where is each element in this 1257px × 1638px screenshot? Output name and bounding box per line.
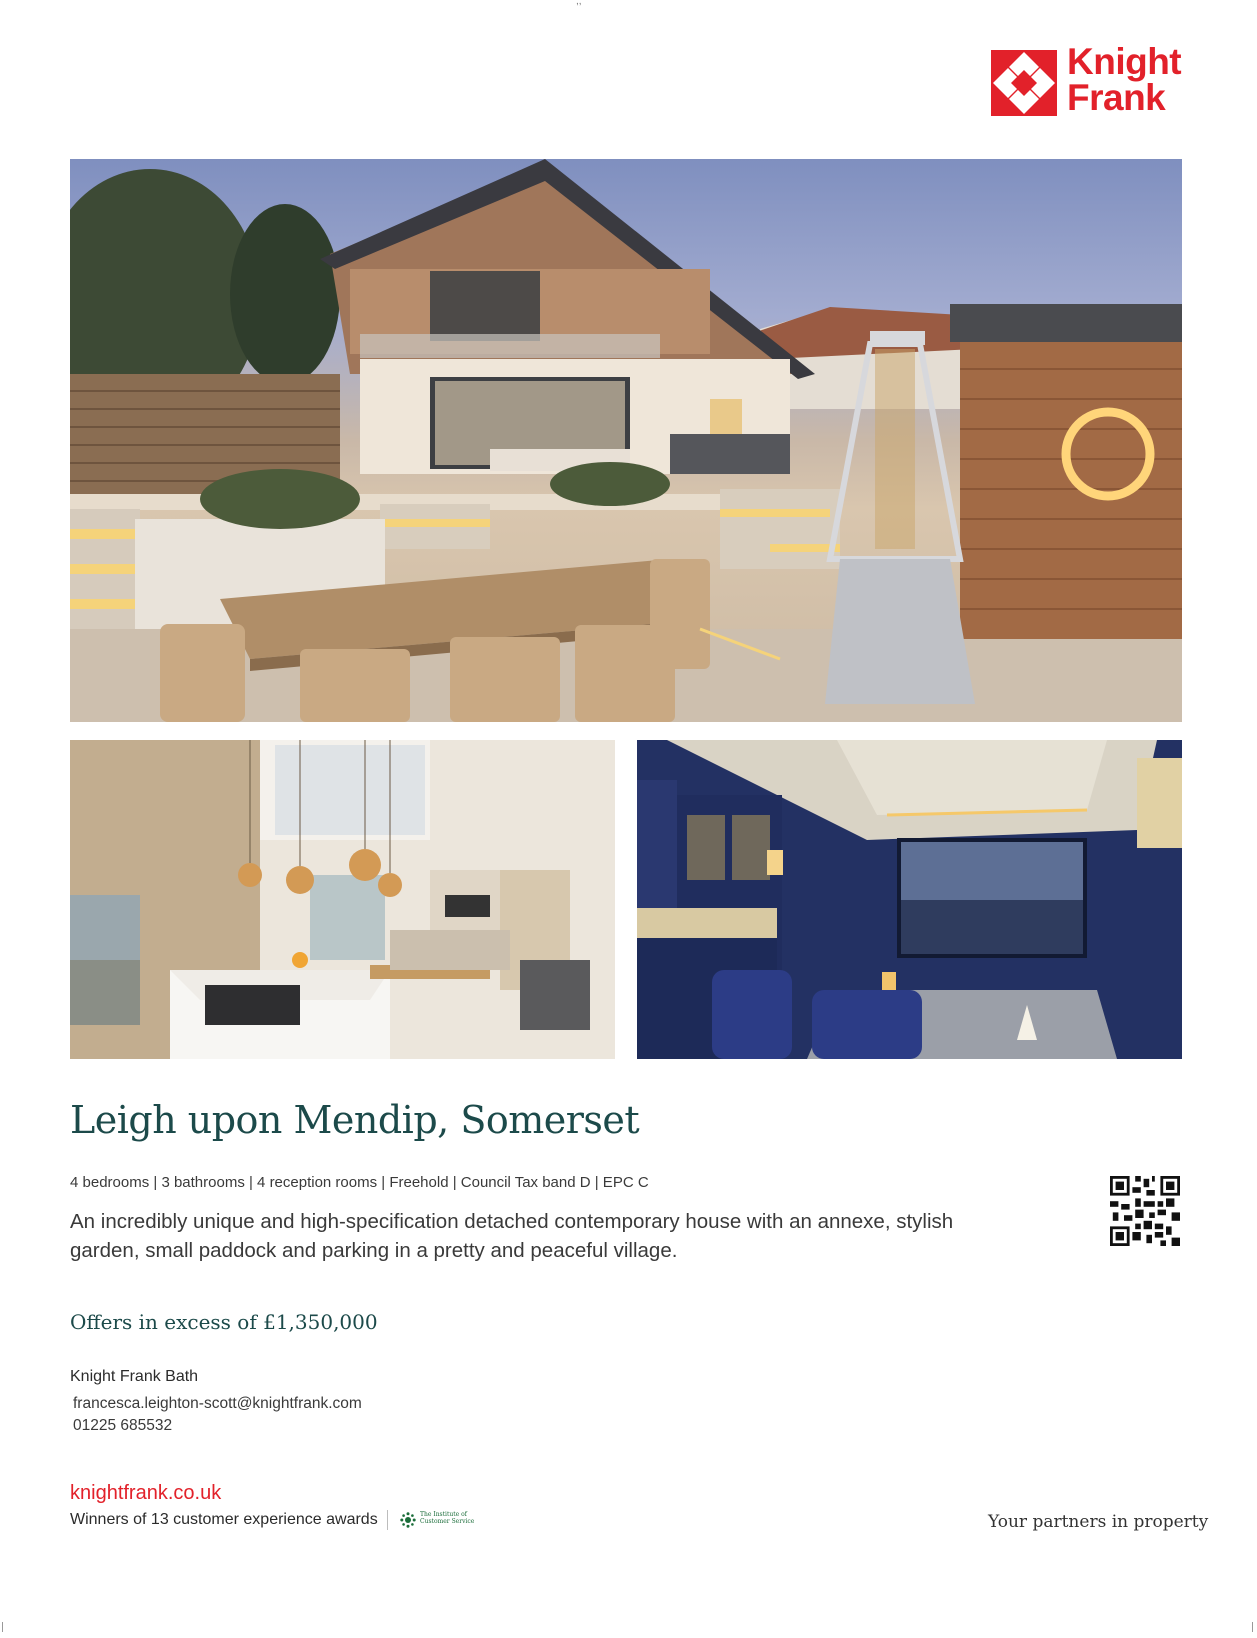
brand-tagline: Your partners in property <box>988 1512 1209 1532</box>
ics-star-icon <box>400 1512 416 1528</box>
awards-text: Winners of 13 customer experience awards <box>70 1511 378 1528</box>
logo-word-knight: Knight <box>1067 41 1182 82</box>
print-mark: ,, <box>576 0 582 7</box>
knight-frank-logo[interactable] <box>991 41 1182 120</box>
institute-customer-service-badge <box>400 1510 480 1530</box>
qr-code-icon[interactable] <box>1110 1176 1180 1246</box>
kitchen-photo <box>70 740 615 1059</box>
ics-badge-line2: Customer Service <box>420 1518 475 1525</box>
office-name: Knight Frank Bath <box>70 1368 199 1385</box>
crop-mark-right <box>1252 1622 1253 1632</box>
contact-phone[interactable]: 01225 685532 <box>73 1417 173 1434</box>
contact-email-link[interactable]: francesca.leighton-scott@knightfrank.com <box>73 1395 362 1412</box>
crop-mark-left <box>2 1622 3 1632</box>
listing-specs: 4 bedrooms | 3 bathrooms | 4 reception rooms | Freehold | Council Tax band D | EPC C <box>70 1174 649 1191</box>
exterior-photo <box>70 159 1182 722</box>
listing-title: Leigh upon Mendip, Somerset <box>70 1098 640 1142</box>
knight-frank-logo-mark-icon <box>991 50 1057 116</box>
cinema-illustration <box>637 740 1182 1059</box>
listing-price: Offers in excess of £1,350,000 <box>70 1310 378 1334</box>
kitchen-illustration <box>70 740 615 1059</box>
ics-badge-line1: The Institute of <box>420 1511 467 1518</box>
logo-word-frank: Frank <box>1067 77 1166 118</box>
home-cinema-photo <box>637 740 1182 1059</box>
exterior-illustration <box>70 159 1182 722</box>
footer-divider <box>387 1510 388 1530</box>
listing-description: An incredibly unique and high-specification detached contemporary house with an annexe, stylish garden, small paddock and parking in a pretty and peaceful village. <box>70 1210 954 1262</box>
website-link[interactable]: knightfrank.co.uk <box>70 1482 222 1504</box>
